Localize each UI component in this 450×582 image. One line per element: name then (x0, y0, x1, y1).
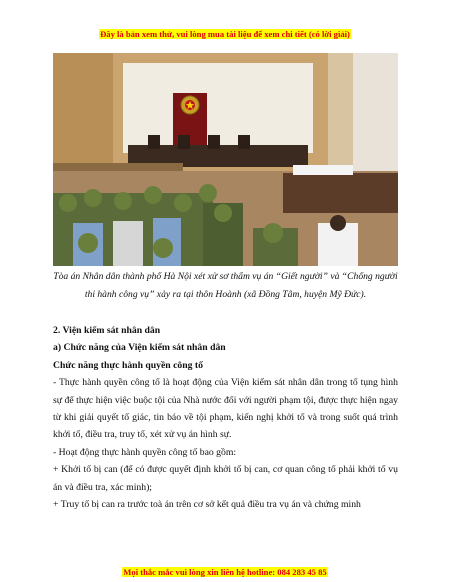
state-emblem-icon (181, 96, 199, 114)
courtroom-photo (53, 53, 398, 266)
hotline-notice-text: Mọi thắc mắc vui lòng xin liên hệ hotline: 084 283 45 85 (123, 567, 327, 577)
section-heading: 2. Viện kiểm sát nhân dân (53, 325, 161, 336)
paragraph: - Thực hành quyền công tố là hoạt động của Viện kiểm sát nhân dân trong tố tụng hình sự để thực hiện việc buộc tội của Nhà nước đối với người phạm tội, được thực hiện ngay từ khi giải quyết tố giác, tin báo về tội phạm, kiến nghị khởi tố và trong suốt quá trình khởi tố, điều tra, truy tố, xét xử vụ án hình sự. (53, 377, 398, 441)
photo-caption: Tòa án Nhân dân thành phố Hà Nội xét xử sơ thẩm vụ án “Giết người” và “Chống người thi hành công vụ” xảy ra tại thôn Hoành (xã Đồng Tâm, huyện Mỹ Đức). (53, 271, 398, 300)
document-body (53, 322, 398, 513)
hotline-notice-banner (0, 562, 450, 580)
function-heading: Chức năng thực hành quyền công tố (53, 359, 203, 371)
paragraph: - Hoạt động thực hành quyền công tố bao gồm: (53, 446, 237, 458)
preview-notice-text: Đây là bản xem thử, vui lòng mua tài liệu để xem chi tiết (có lời giải) (100, 29, 350, 39)
preview-notice-banner (0, 24, 450, 42)
paragraph: + Khởi tố bị can (để có được quyết định khởi tố bị can, cơ quan công tố phải khởi tố vụ án và điều tra, xác minh); (53, 464, 398, 493)
subsection-heading: a) Chức năng của Viện kiểm sát nhân dân (53, 342, 226, 354)
paragraph: + Truy tố bị can ra trước toà án trên cơ sở kết quả điều tra vụ án và chứng minh (53, 499, 361, 511)
